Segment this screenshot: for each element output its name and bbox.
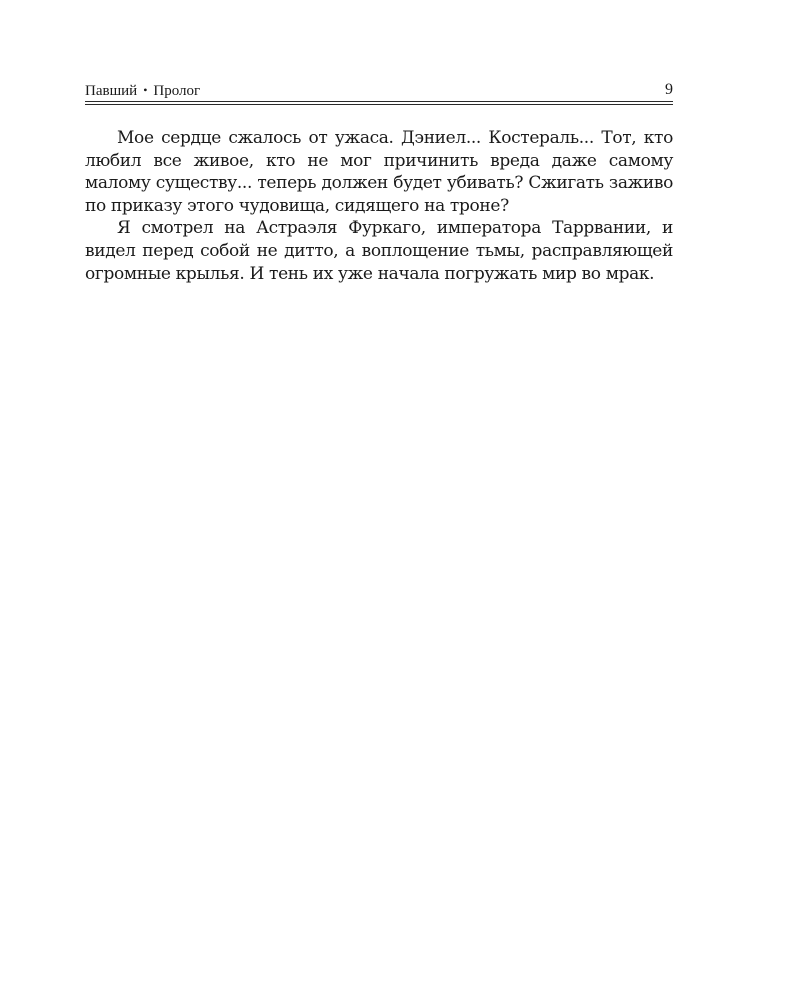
header-separator: • xyxy=(143,83,148,97)
running-header xyxy=(85,80,673,100)
page-number: 9 xyxy=(665,81,673,98)
header-rule-top xyxy=(85,101,673,102)
book-title: Павший xyxy=(85,83,138,99)
body-text xyxy=(85,127,673,285)
paragraph: Я смотрел на Астраэля Фуркаго, императора Таррвании, и видел перед собой не дитто, а воплощение тьмы, расправляющей огромные крылья. И тень их уже начала погружать мир во мрак. xyxy=(85,218,673,284)
header-rule-bottom xyxy=(85,104,673,105)
paragraph: Мое сердце сжалось от ужаса. Дэниел... Костераль... Тот, кто любил все живое, кто не мог причинить вреда даже самому малому существу... теперь должен будет убивать? Сжигать заживо по приказу этого чудовища, сидящего на троне? xyxy=(85,128,673,216)
chapter-title: Пролог xyxy=(153,83,201,99)
header-title xyxy=(85,80,200,101)
